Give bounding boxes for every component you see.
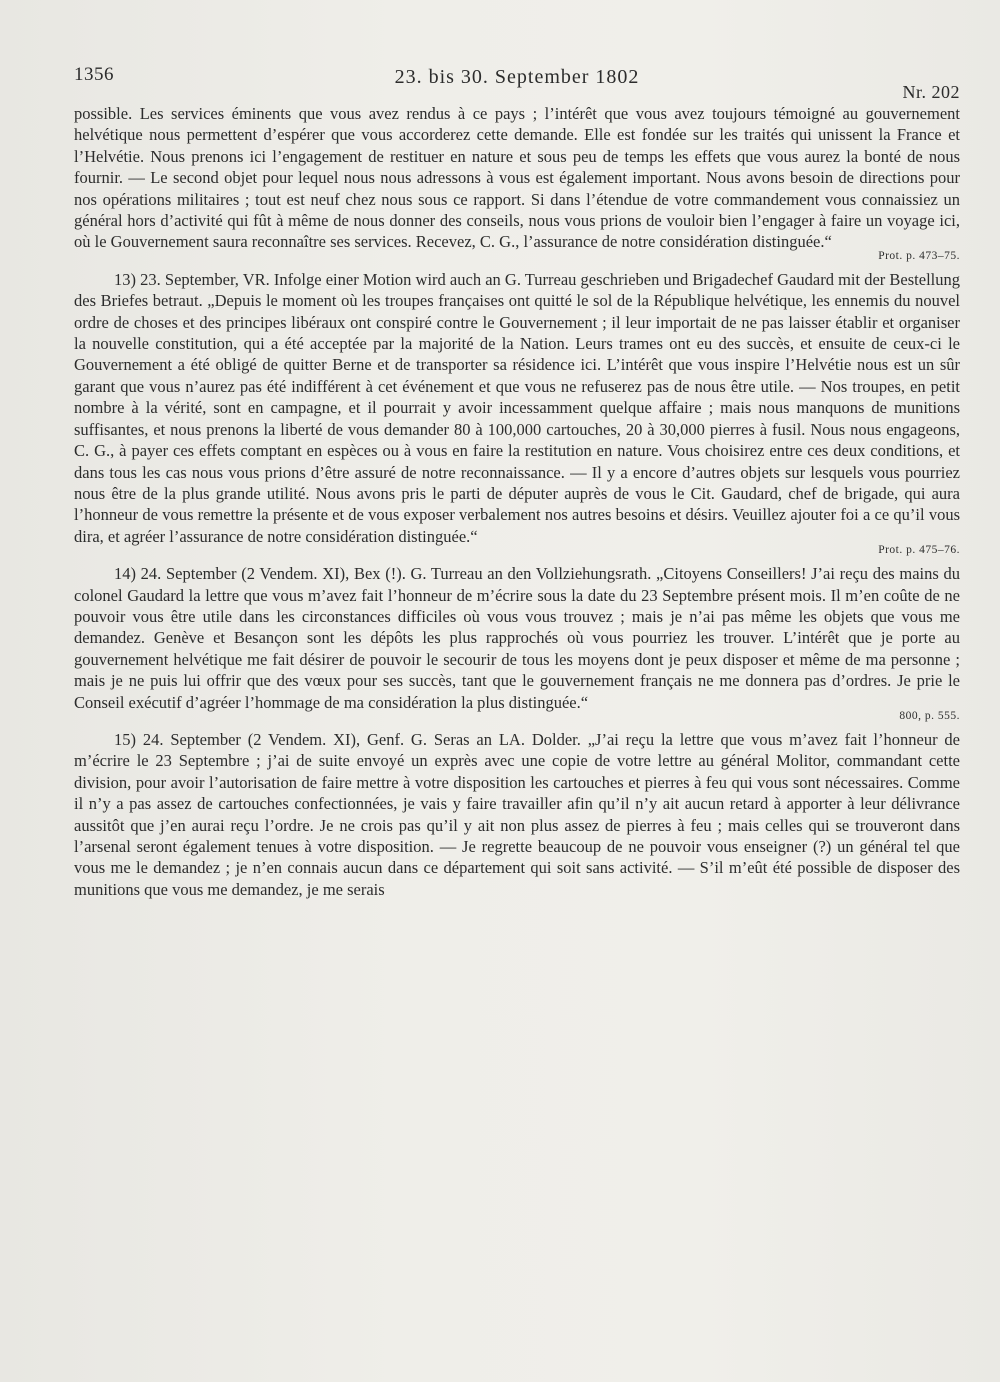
- paragraph-entry-13: 13) 23. September, VR. Infolge einer Motion wird auch an G. Turreau geschrieben und Brigadechef Gaudard mit der Bestellung des Briefes betraut. „Depuis le moment où les troupes françaises ont quitté le sol de la République helvétique, les ennemis du nouvel ordre de choses et des principes libéraux ont conspiré contre le Gouvernement ; il leur importait de ne pas laisser établir et organiser la nouvelle constitution, qui a été acceptée par la majorité de la Nation. Leurs trames ont eu des succès, et ensuite de ceux-ci le Gouvernement a été obligé de quitter Berne et de transporter sa résidence ici. L’intérêt que vous inspire l’Helvétie nous est un sûr garant que vous n’aurez pas été indifférent à cet événement et que vous ne refuserez pas de nous être utile. — Nos troupes, en petit nombre à la vérité, sont en campagne, et il pourrait y avoir incessamment quelque affaire ; mais nous manquons de munitions suffisantes, et nous prenons la liberté de vous demander 80 à 100,000 cartouches, 20 à 30,000 pierres à fusil. Nous nous engageons, C. G., à payer ces effets comptant en espèces ou à vous en faire la restitution en nature. Vous choisirez entre ces deux conditions, et dans tous les cas nous vous prions d’être assuré de notre reconnaissance. — Il y a encore d’autres objets sur lesquels vous pourriez nous être de la plus grande utilité. Nous avons pris le parti de députer auprès de vous le Cit. Gaudard, chef de brigade, qui aura l’honneur de vous remettre la présente et de vous exposer verbalement nos autres besoins et désirs. Veuillez ajouter foi a ce qu’il vous dira, et agréer l’assurance de notre considération distinguée.“: [74, 269, 960, 546]
- paragraph-entry-14: 14) 24. September (2 Vendem. XI), Bex (!). G. Turreau an den Vollziehungsrath. „Citoyens Conseillers! J’ai reçu des mains du colonel Gaudard la lettre que vous m’avez fait l’honneur de m’écrire sous la date du 23 Septembre présent mois. Il m’en coûte de ne pouvoir vous être utile dans les circonstances difficiles où vous vous trouvez ; mais je n’ai pas même les objets que vous me demandez. Genève et Besançon sont les dépôts les plus rapprochés où vous pourriez les trouver. L’intérêt que je porte au gouvernement helvétique me fait désirer de pouvoir le secourir de tous les moyens dont je peux disposer et même de ma personne ; mais je ne puis lui offrir que des vœux pour ses succès, tant que le gouvernement français ne me donnera pas d’ordres. Je prie le Conseil exécutif d’agréer l’hommage de ma considération la plus distinguée.“: [74, 564, 960, 712]
- document-number: Nr. 202: [902, 82, 960, 102]
- paragraph-entry-15: 15) 24. September (2 Vendem. XI), Genf. G. Seras an LA. Dolder. „J’ai reçu la lettre que vous m’avez fait l’honneur de m’écrire le 23 Septembre ; j’ai de suite envoyé un exprès avec une copie de votre lettre au général Molitor, commandant cette division, pour avoir l’autorisation de faire mettre à votre disposition les cartouches et pierres à feu qui vous sont nécessaires. Comme il n’y a pas assez de cartouches confectionnées, je vais y faire travailler afin qu’il n’y ait aucun retard à apporter à leur délivrance aussitôt que j’en aurai reçu l’ordre. Je ne crois pas qu’il y ait non plus assez de pierres à feu ; mais celles qui se trouveront dans l’arsenal seront également tenues à votre disposition. — Je regrette beaucoup de ne pouvoir vous enseigner (?) un général tel que vous me le demandez ; je n’en connais aucun dans ce département qui soit sans activité. — S’il m’eût été possible de disposer des munitions que vous me demandez, je me serais: [74, 729, 960, 899]
- source-reference: 800, p. 555.: [899, 709, 960, 722]
- page-number: 1356: [74, 64, 114, 85]
- body-text: [74, 103, 960, 900]
- running-title: 23. bis 30. September 1802: [394, 66, 640, 88]
- paragraph-continuation: possible. Les services éminents que vous avez rendus à ce pays ; l’intérêt que vous avez toujours témoigné au gouvernement helvétique nous permettent d’espérer que vous accorderez cette demande. Elle est fondée sur les traités qui unissent la France et l’Helvétie. Nous prenons ici l’engagement de restituer en nature et sous peu de temps les effets que vous aurez la bonté de nous fournir. — Le second objet pour lequel nous nous adressons à vous est également important. Nous avons besoin de directions pour nos opérations militaires ; tout est neuf chez nous sous ce rapport. Si dans l’étendue de votre commandement vous connaissiez un général hors d’activité qui fût à même de nous donner des conseils, nous vous prions de vouloir bien l’engager à faire un voyage ici, où le Gouvernement saura reconnaître ses services. Recevez, C. G., l’assurance de notre considération distinguée.“: [74, 104, 960, 252]
- source-reference: Prot. p. 473–75.: [878, 249, 960, 262]
- page-header: [74, 62, 960, 102]
- source-reference: Prot. p. 475–76.: [878, 544, 960, 557]
